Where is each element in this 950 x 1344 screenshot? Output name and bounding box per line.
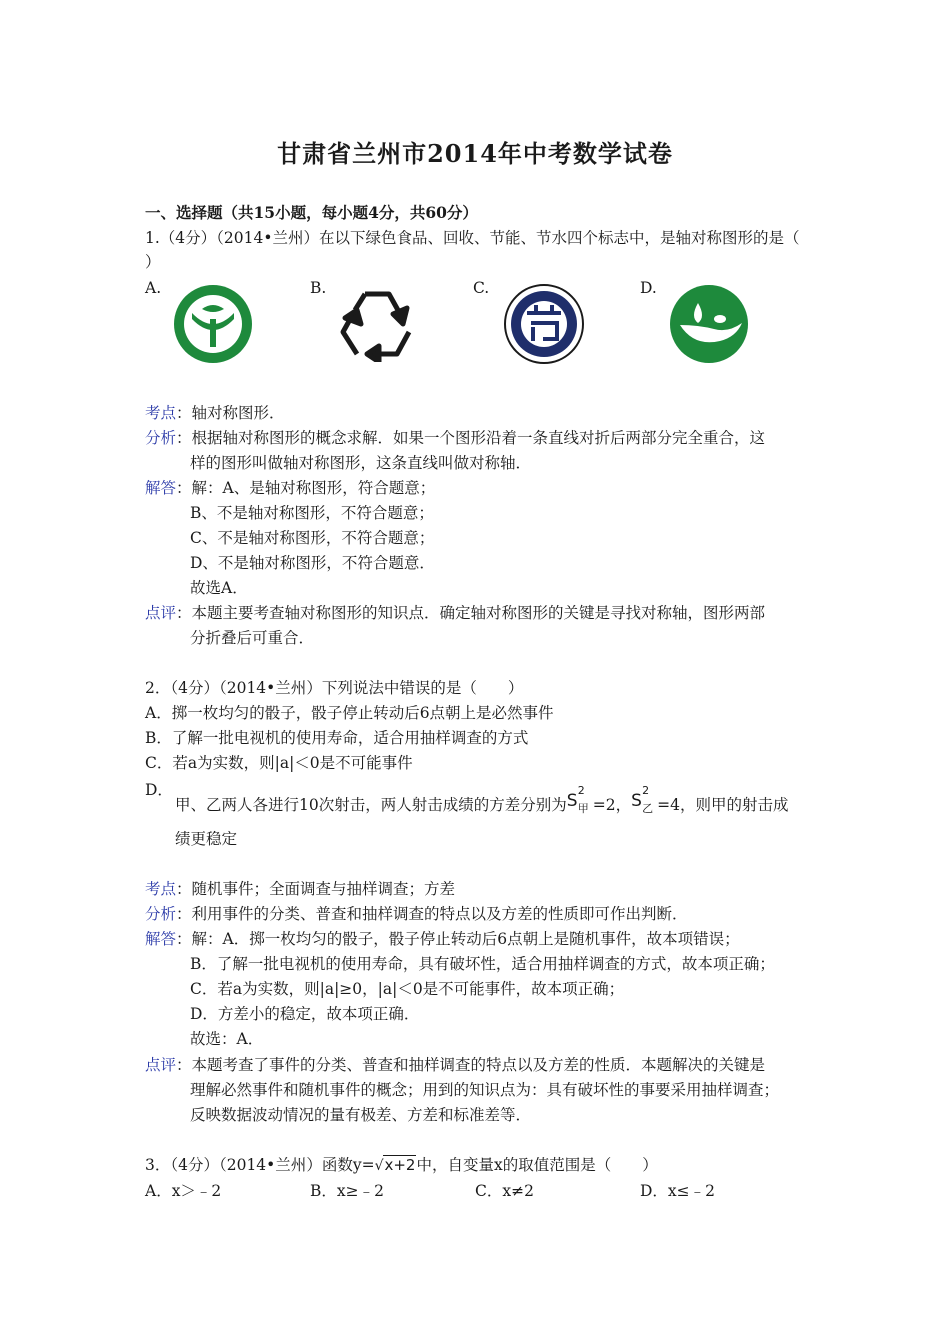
q2-jieda-line1: ：解：A．掷一枚均匀的骰子，骰子停止转动后6点朝上是随机事件，故本项错误； — [176, 930, 740, 948]
q1-dianping-text1: ：本题主要考查轴对称图形的知识点．确定轴对称图形的关键是寻找对称轴，图形两部 — [176, 604, 766, 622]
q1-option-c-label: C. — [473, 279, 490, 297]
variance-yi — [631, 784, 657, 815]
variance-sq2: 2 — [642, 784, 650, 797]
q2-dianping-text2: 理解必然事件和随机事件的概念；用到的知识点为：具有破坏性的事要采用抽样调查； — [190, 1081, 780, 1099]
q1-kaodian — [145, 403, 285, 423]
variance-sq: 2 — [577, 784, 585, 797]
q3-stem — [145, 1155, 658, 1176]
q2-dianping-text3: 反映数据波动情况的量有极差、方差和标准差等． — [190, 1106, 532, 1124]
q2-stem: 2．（4分）（2014•兰州）下列说法中错误的是（ ） — [145, 679, 524, 697]
dianping-label: 点评 — [145, 604, 177, 622]
q1-jieda — [145, 478, 435, 498]
q1-dianping — [145, 603, 765, 623]
variance-s: S — [566, 791, 578, 811]
q2-jieda-line5: 故选：A． — [190, 1030, 264, 1048]
q2-dianping-text1: ：本题考查了事件的分类、普查和抽样调查的特点以及方差的性质．本题解决的关键是 — [176, 1056, 766, 1074]
q2-eq2: =4，则甲的射击成 — [657, 796, 789, 814]
sqrt-sign-icon: √ — [374, 1158, 384, 1174]
q2-dianping — [145, 1055, 765, 1075]
variance-sub-jia: 甲 — [577, 802, 589, 815]
q1-stem-line1: 1.（4分）（2014•兰州）在以下绿色食品、回收、节能、节水四个标志中，是轴对称图形的是（ — [145, 229, 800, 247]
q2-option-d-line2: 绩更稳定 — [175, 830, 238, 848]
q2-option-a: A．掷一枚均匀的骰子，骰子停止转动后6点朝上是必然事件 — [145, 704, 554, 722]
q2-kaodian-text: ：随机事件；全面调查与抽样调查；方差 — [176, 880, 456, 898]
dianping-label: 点评 — [145, 1056, 177, 1074]
q3-option-c: C．x≠2 — [475, 1182, 534, 1200]
q3-option-b: B．x≥﹣2 — [310, 1182, 384, 1200]
q2-jieda — [145, 929, 740, 949]
q1-option-b-label: B. — [310, 279, 327, 297]
q1-jieda-line3: C、不是轴对称图形，不符合题意； — [190, 529, 435, 547]
variance-jia — [566, 784, 593, 815]
q2-fenxi — [145, 904, 688, 924]
q3-stem-pre: 3．（4分）（2014•兰州）函数y= — [145, 1156, 375, 1174]
q1-jieda-line1: ：解：A、是轴对称图形，符合题意； — [176, 479, 436, 497]
jieda-label: 解答 — [145, 479, 177, 497]
section-heading: 一、选择题（共15小题，每小题4分，共60分） — [145, 203, 478, 222]
q3-option-a: A．x＞﹣2 — [145, 1182, 222, 1200]
energy-saving-logo-icon — [503, 283, 585, 365]
recycle-logo-icon — [337, 286, 417, 362]
q1-fenxi-text2: 样的图形叫做轴对称图形，这条直线叫做对称轴． — [190, 454, 532, 472]
q3-option-d: D．x≤﹣2 — [640, 1182, 716, 1200]
q1-fenxi — [145, 428, 765, 448]
q1-kaodian-text: ：轴对称图形． — [176, 404, 285, 422]
q2-jieda-line4: D．方差小的稳定，故本项正确． — [190, 1005, 420, 1023]
q1-option-d-label: D. — [640, 279, 657, 297]
q2-fenxi-text: ：利用事件的分类、普查和抽样调查的特点以及方差的性质即可作出判断． — [176, 905, 688, 923]
green-food-logo-icon — [172, 283, 254, 365]
q1-jieda-line5: 故选A． — [190, 579, 248, 597]
fenxi-label: 分析 — [145, 905, 177, 923]
q2-option-b: B．了解一批电视机的使用寿命，适合用抽样调查的方式 — [145, 729, 529, 747]
q1-option-a-label: A. — [145, 279, 162, 297]
q2-jieda-line3: C．若a为实数，则|a|≥0，|a|＜0是不可能事件，故本项正确； — [190, 980, 625, 998]
q3-stem-post: 中，自变量x的取值范围是（ ） — [416, 1156, 658, 1174]
variance-s2: S — [631, 791, 642, 811]
q1-dianping-text2: 分折叠后可重合． — [190, 629, 315, 647]
q1-jieda-line4: D、不是轴对称图形，不符合题意． — [190, 554, 435, 572]
q1-jieda-line2: B、不是轴对称图形，不符合题意； — [190, 504, 434, 522]
q2-option-c: C．若a为实数，则|a|＜0是不可能事件 — [145, 754, 413, 772]
q1-fenxi-text1: ：根据轴对称图形的概念求解．如果一个图形沿着一条直线对折后两部分完全重合，这 — [176, 429, 766, 447]
variance-sub-yi: 乙 — [642, 802, 654, 815]
q2-option-d-line1 — [175, 784, 789, 816]
q2-d-text1: 甲、乙两人各进行10次射击，两人射击成绩的方差分别为 — [175, 796, 567, 814]
kaodian-label: 考点 — [145, 880, 177, 898]
q2-jieda-line2: B．了解一批电视机的使用寿命，具有破坏性，适合用抽样调查的方式，故本项正确； — [190, 955, 775, 973]
q2-eq1: =2， — [592, 796, 632, 814]
q2-kaodian — [145, 879, 455, 899]
page-title: 甘肃省兰州市2014年中考数学试卷 — [277, 139, 673, 168]
jieda-label: 解答 — [145, 930, 177, 948]
kaodian-label: 考点 — [145, 404, 177, 422]
q2-option-d-label: D． — [145, 781, 173, 799]
water-saving-logo-icon — [668, 283, 750, 365]
fenxi-label: 分析 — [145, 429, 177, 447]
q3-radicand: x+2 — [384, 1156, 416, 1174]
q1-stem-line2: ） — [145, 253, 161, 271]
